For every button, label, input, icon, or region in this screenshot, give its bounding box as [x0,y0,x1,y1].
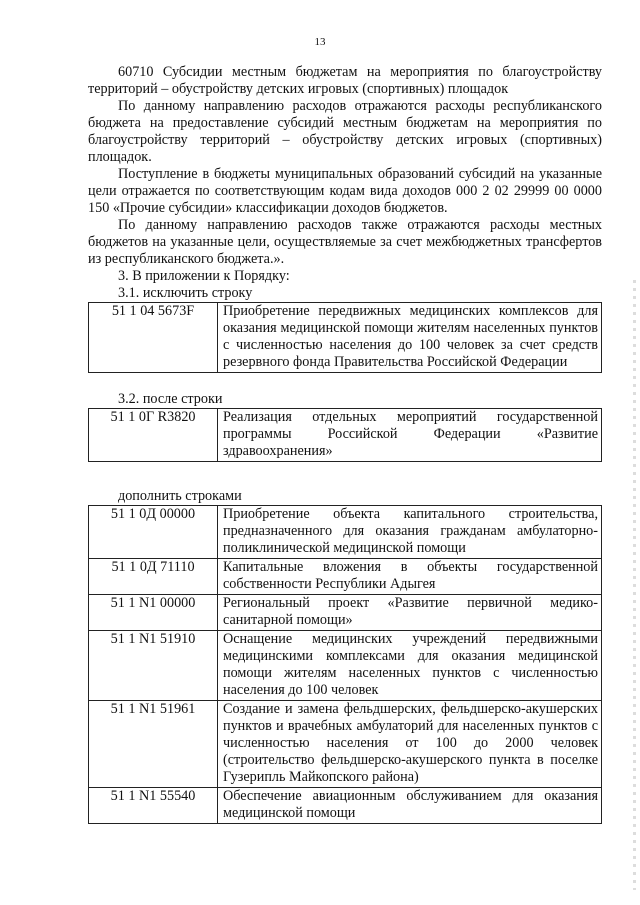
section-label-exclude: 3.1. исключить строку [118,285,253,301]
paragraph-heading: 60710 Субсидии местным бюджетам на мероприятия по благоустройству территорий – обустройству детских игровых (спортивных) площадок [88,64,602,97]
table-row [89,506,602,559]
code-cell: 51 1 N1 00000 [89,595,218,631]
table-row [89,559,602,595]
code-cell: 51 1 0Д 71110 [89,559,218,595]
code-cell: 51 1 0Д 00000 [89,506,218,559]
description-cell: Реализация отдельных мероприятий государственной программы Российской Федерации «Развитие здравоохранения» [218,409,602,462]
scan-edge-shadow [633,280,636,890]
description-cell: Создание и замена фельдшерских, фельдшерско-акушерских пунктов и врачебных амбулаторий для населенных пунктов с численностью населения от 100 до 2000 человек (строительство фельдшерско-акушерского пункта в поселке Гузерипль Майкопского района) [218,701,602,788]
page-number: 13 [314,36,326,48]
code-cell: 51 1 N1 51910 [89,631,218,701]
description-cell: Оснащение медицинских учреждений передвижными медицинскими комплексами для оказания медицинской помощи жителям населенных пунктов с численностью населения до 100 человек [218,631,602,701]
paragraph: По данному направлению расходов отражаются расходы республиканского бюджета на предоставление субсидий местным бюджетам на мероприятия по благоустройству территорий – обустройству детских игровых (спортивных) площадок. [88,98,602,165]
table-row [89,409,602,462]
appendix-intro: 3. В приложении к Порядку: [118,268,290,284]
description-cell: Капитальные вложения в объекты государственной собственности Республики Адыгея [218,559,602,595]
exclude-table [88,302,602,373]
code-cell: 51 1 04 5673F [89,303,218,373]
code-cell: 51 1 N1 51961 [89,701,218,788]
paragraph: По данному направлению расходов также отражаются расходы местных бюджетов на указанные цели, осуществляемые за счет межбюджетных трансфертов из республиканского бюджета.». [88,217,602,267]
section-label-add: дополнить строками [118,488,242,504]
description-cell: Обеспечение авиационным обслуживанием для оказания медицинской помощи [218,788,602,824]
table-row [89,701,602,788]
paragraph: Поступление в бюджеты муниципальных образований субсидий на указанные цели отражается по соответствующим кодам вида доходов 000 2 02 29999 00 0000 150 «Прочие субсидии» классификации доходов бюджетов. [88,166,602,216]
description-cell: Приобретение передвижных медицинских комплексов для оказания медицинской помощи жителям населенных пунктов с численностью населения до 100 человек за счет средств резервного фонда Правительства Российской Федерации [218,303,602,373]
add-table [88,505,602,824]
code-cell: 51 1 N1 55540 [89,788,218,824]
table-row [89,788,602,824]
description-cell: Приобретение объекта капитального строительства, предназначенного для оказания гражданам амбулаторно-поликлинической медицинской помощи [218,506,602,559]
after-table [88,408,602,462]
code-cell: 51 1 0Г R3820 [89,409,218,462]
description-cell: Региональный проект «Развитие первичной медико-санитарной помощи» [218,595,602,631]
table-row [89,631,602,701]
table-row [89,595,602,631]
document-body [88,64,602,824]
table-row [89,303,602,373]
section-label-after: 3.2. после строки [118,391,223,407]
